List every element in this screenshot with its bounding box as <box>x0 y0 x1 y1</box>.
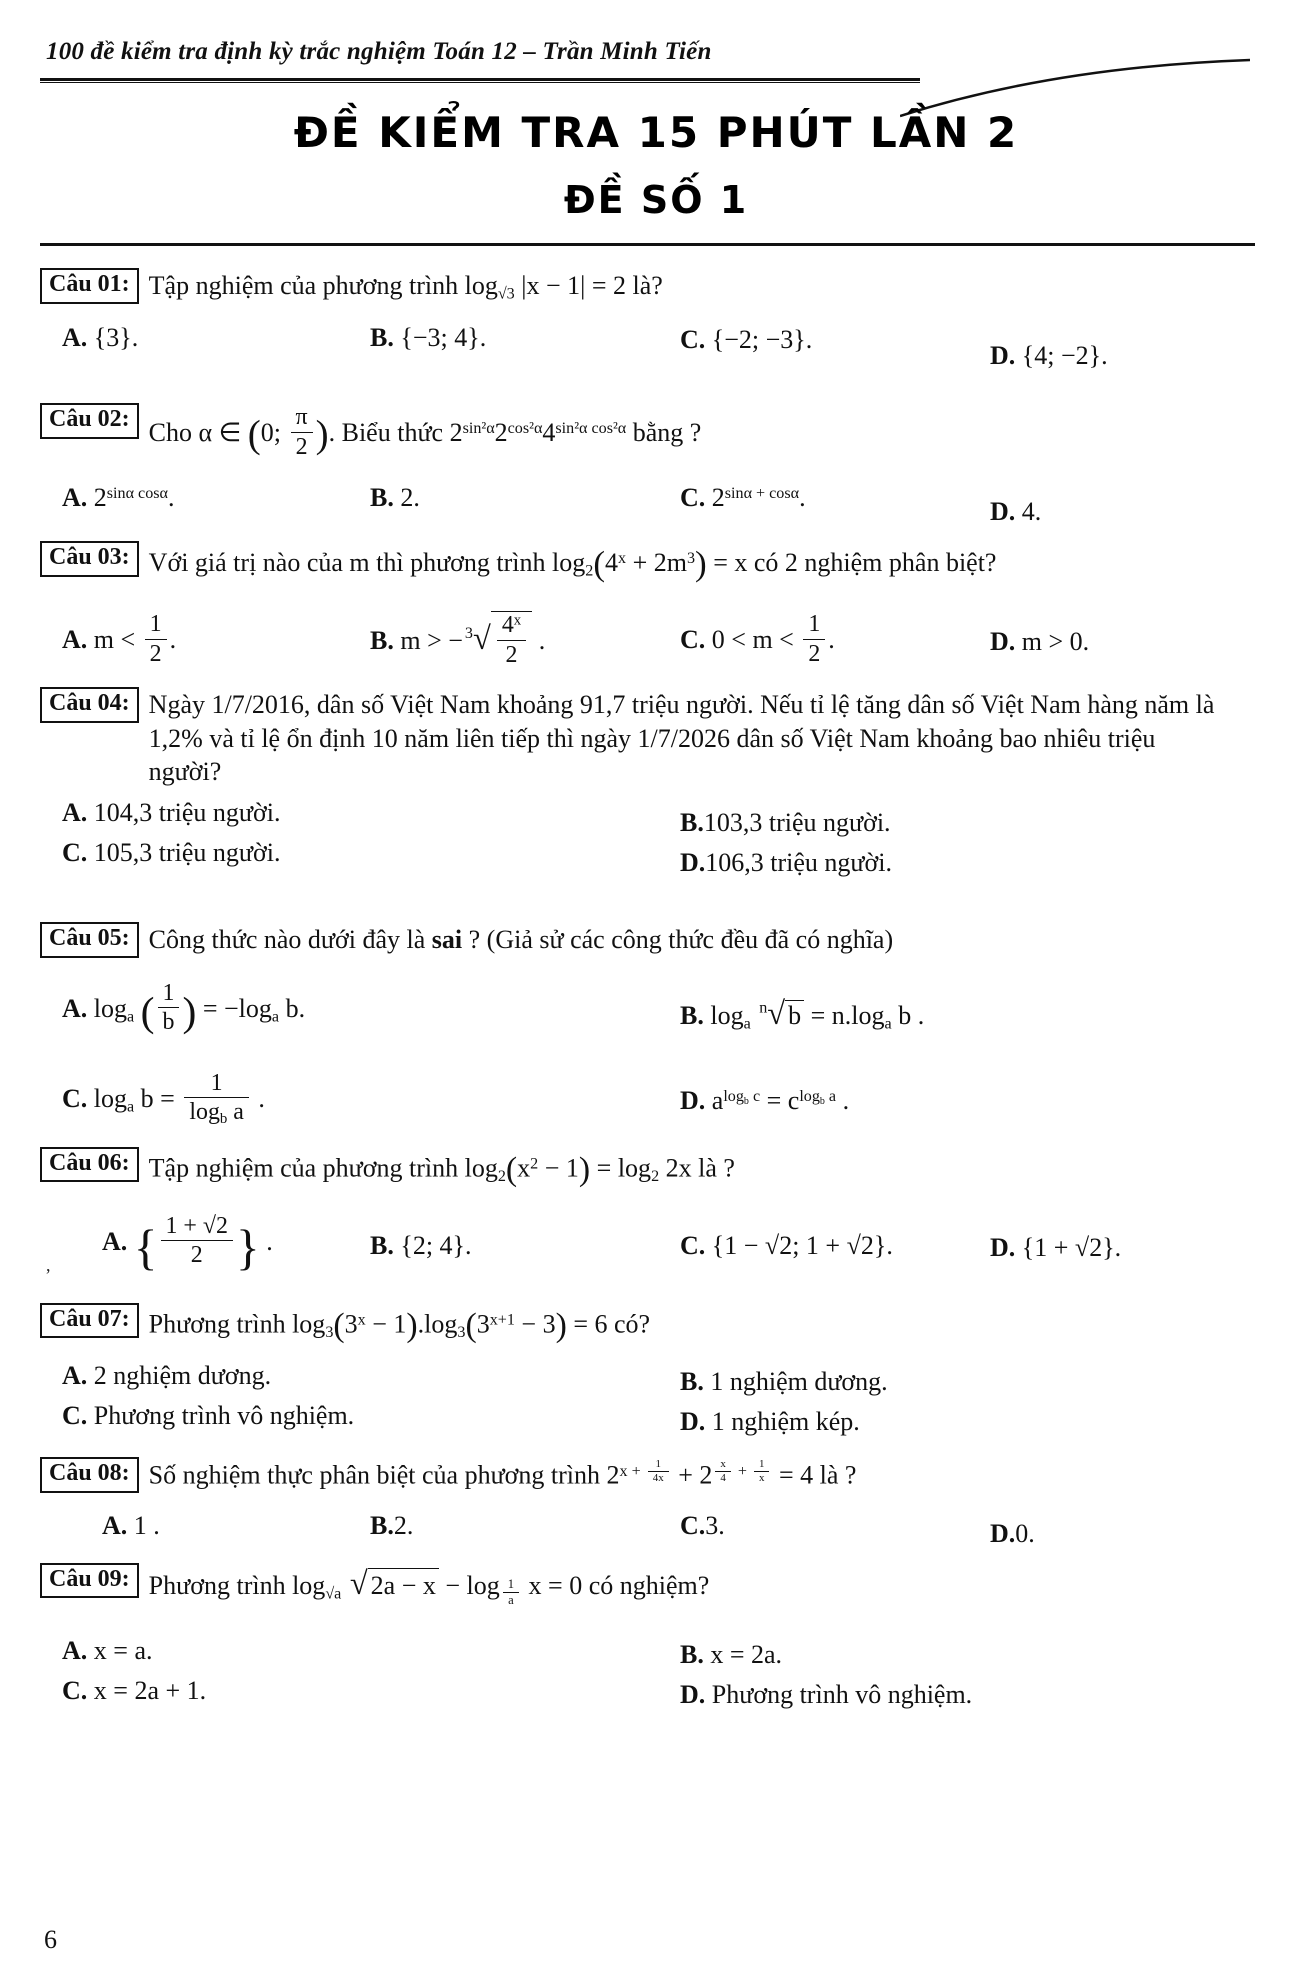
question-07-option-d: D. 1 nghiệm kép. <box>680 1407 860 1437</box>
question-06-option-a: A. { $\frac{1 + √2}{2}$ } . <box>102 1212 273 1275</box>
question-05-option-d: D. $a^{log_b c} = c^{log_b a}$ . <box>680 1085 850 1115</box>
page-number: 6 <box>44 1925 57 1954</box>
page-subtitle: ĐỀ SỐ 1 <box>563 178 749 222</box>
question-05-options <box>40 966 1270 1141</box>
question-09-option-c: C. x = 2a + 1. <box>62 1675 207 1705</box>
question-03-options <box>40 595 1270 681</box>
question-06-tag: Câu 06: <box>40 1147 139 1183</box>
question-06-options <box>40 1199 1270 1297</box>
question-05 <box>40 922 1270 1141</box>
question-02-option-a: A. $2^{sin\alpha cos\alpha}$. <box>62 483 175 513</box>
question-08-options <box>40 1501 1270 1557</box>
page-title: ĐỀ KIỂM TRA 15 PHÚT LẦN 2 <box>293 108 1019 157</box>
question-09-option-a: A. x = a. <box>62 1635 153 1665</box>
question-07-text: Phương trình $\log_3(3^x - 1).\log_3(3^{x+1} - 3) = 6$ có? <box>148 1306 651 1344</box>
question-06-option-d: D. {1 + √2}. <box>990 1232 1122 1262</box>
question-02-option-c: C. $2^{sin\alpha + cos\alpha}$. <box>680 483 806 513</box>
question-01-option-d: D. {4; −2}. <box>990 341 1108 371</box>
question-02-option-d: D. 4. <box>990 497 1042 527</box>
question-01 <box>40 268 1270 381</box>
question-02-options <box>40 469 1270 535</box>
question-04-option-d: D.106,3 triệu người. <box>680 848 892 878</box>
question-05-tag: Câu 05: <box>40 922 139 958</box>
question-03-option-d: D. m > 0. <box>990 627 1090 657</box>
question-04-options <box>40 794 1270 878</box>
question-08-option-b: B.2. <box>370 1510 414 1540</box>
question-05-option-b: B. $\log_a ^n√$ $b = n.\log_a$ b . <box>680 995 925 1033</box>
question-04-tag: Câu 04: <box>40 687 139 723</box>
question-07-options <box>40 1353 1270 1435</box>
running-header: 100 đề kiểm tra định kỳ trắc nghiệm Toán 12 – Trần Minh Tiến <box>46 38 712 65</box>
header-rule-thin <box>40 82 920 83</box>
question-07-tag: Câu 07: <box>40 1303 139 1339</box>
question-06-option-b: B. {2; 4}. <box>370 1230 472 1260</box>
question-09-option-d: D. Phương trình vô nghiệm. <box>680 1679 973 1709</box>
title-rule <box>40 243 1255 246</box>
question-01-option-b: B. {−3; 4}. <box>370 323 487 353</box>
question-09 <box>40 1563 1270 1714</box>
question-09-option-b: B. x = 2a. <box>680 1639 783 1669</box>
question-07 <box>40 1303 1270 1435</box>
question-06 <box>40 1147 1270 1297</box>
question-04-option-a: A. 104,3 triệu người. <box>62 798 281 828</box>
question-01-option-c: C. {−2; −3}. <box>680 325 813 355</box>
question-08-text: Số nghiệm thực phân biệt của phương trình $2^{x + \frac{1}{4x}}$ + 2 $^{\frac{x}{4} + \frac{1}{x}}$ = 4 là ? <box>148 1458 857 1490</box>
question-03-option-a: A. m < $\frac{1}{2}$ . <box>62 611 177 667</box>
question-03 <box>40 541 1270 681</box>
question-01-options <box>40 313 1270 381</box>
question-05-text: Công thức nào dưới đây là sai ? (Giả sử các công thức đều đã có nghĩa) <box>148 925 894 955</box>
question-03-option-b: B. m > − $^3$√ $\frac{4^x}{2}$ . <box>370 612 546 668</box>
stray-mark: , <box>46 1254 51 1275</box>
header-rule <box>40 78 920 81</box>
question-09-text: Phương trình $\log_{√a}$ √ 2a − x − log $_{\frac{1}{a}}$ x = 0 có nghiệm? <box>148 1565 710 1607</box>
question-08-option-d: D.0. <box>990 1518 1035 1548</box>
question-09-options <box>40 1630 1270 1714</box>
question-06-text: Tập nghiệm của phương trình $\log_2(x^2 - 1) = \log_2 2x$ là ? <box>148 1150 735 1188</box>
question-04-text: Ngày 1/7/2016, dân số Việt Nam khoảng 91,7 triệu người. Nếu tỉ lệ tăng dân số Việt Nam hàng năm là 1,2% và tỉ lệ ổn định 10 năm liên tiếp thì ngày 1/7/2026 dân số Việt Nam khoảng bao nhiêu triệu người? <box>148 690 1215 786</box>
question-03-tag: Câu 03: <box>40 541 139 577</box>
question-05-option-a: A. $\log_a$ ( $\frac{1}{b}$ ) = $-\log_a$ b. <box>62 979 306 1036</box>
question-02-tag: Câu 02: <box>40 403 139 439</box>
question-08 <box>40 1457 1270 1557</box>
question-08-option-c: C.3. <box>680 1510 725 1540</box>
question-09-tag: Câu 09: <box>40 1563 139 1599</box>
question-02-text: Cho α ∈ (0; $\frac{\pi}{2}$ ). Biểu thức $2^{sin^2\alpha}2^{cos^2\alpha}4^{sin^2\alpha cos^2\alpha}$ bằng ? <box>148 404 702 460</box>
question-01-tag: Câu 01: <box>40 268 139 304</box>
question-01-text: Tập nghiệm của phương trình $\log_{√3} |x - 1| = 2$ là? <box>148 271 663 303</box>
question-01-option-a: A. {3}. <box>62 323 139 353</box>
question-08-option-a: A. 1 . <box>102 1510 160 1540</box>
question-08-tag: Câu 08: <box>40 1457 139 1493</box>
question-07-option-b: B. 1 nghiệm dương. <box>680 1367 888 1397</box>
question-04 <box>40 687 1270 878</box>
question-06-option-c: C. {1 − √2; 1 + √2}. <box>680 1230 893 1260</box>
question-02-option-b: B. 2. <box>370 483 420 513</box>
question-03-option-c: C. 0 < m < $\frac{1}{2}$ . <box>680 611 835 667</box>
question-03-text: Với giá trị nào của m thì phương trình $\log_2(4^x + 2m^3) = x$ có 2 nghiệm phân biệt? <box>148 544 997 584</box>
question-04-option-b: B.103,3 triệu người. <box>680 808 891 838</box>
questions-container <box>40 268 1270 1720</box>
question-07-option-c: C. Phương trình vô nghiệm. <box>62 1401 355 1431</box>
question-02 <box>40 403 1270 535</box>
question-05-option-c: C. $\log_a b$ = $\frac{1}{\log_b a}$ . <box>62 1069 265 1128</box>
question-04-option-c: C. 105,3 triệu người. <box>62 838 281 868</box>
question-07-option-a: A. 2 nghiệm dương. <box>62 1361 272 1391</box>
